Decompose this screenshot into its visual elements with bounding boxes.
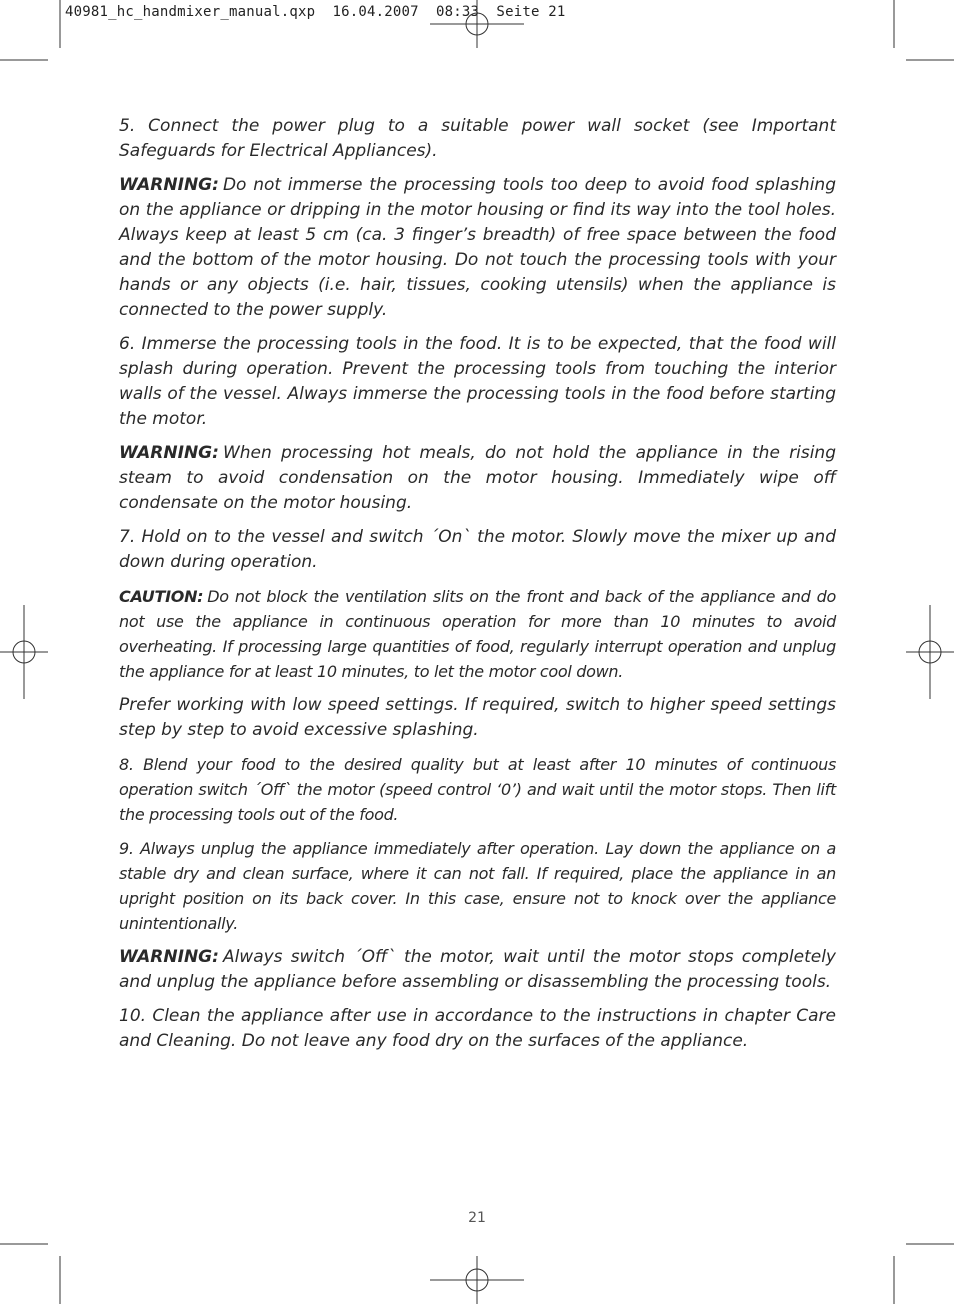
step-6: 6. Immerse the processing tools in the food. It is to be expected, that the food will splash during operation. Prevent the processing tools from touching the interior walls of the vessel. Always immerse the processing tools in the food before starting the motor.: [119, 334, 836, 429]
step-10: 10. Clean the appliance after use in accordance to the instructions in chapter Care and Cleaning. Do not leave any food dry on the surfaces of the appliance.: [119, 1006, 836, 1051]
step-8: 8. Blend your food to the desired quality but at least after 10 minutes of continuous operation switch ´Off` the motor (speed control ‘0’) and wait until the motor stops. Then lift the processing tools out of the food.: [119, 755, 836, 824]
print-slug: 40981_hc_handmixer_manual.qxp 16.04.2007 08:33 Seite 21: [65, 4, 566, 20]
warning-immersion-depth: WARNING: Do not immerse the processing tools too deep to avoid food splashing on the appliance or dripping in the motor housing or find its way into the tool holes. Always keep at least 5 cm (ca. 3 finger’s breadth) of free space between the food and the bottom of the motor housing. Do not touch the processing tools with your hands or any objects (i.e. hair, tissues, cooking utensils) when the appliance is connected to the power supply.: [119, 175, 836, 320]
manual-text: [119, 114, 836, 1063]
caution-ventilation: CAUTION: Do not block the ventilation slits on the front and back of the appliance and do not use the appliance in continuous operation for more than 10 minutes to avoid overheating. If processing large quantities of food, regularly interrupt operation and unplug the appliance for at least 10 minutes, to let the motor cool down.: [119, 587, 836, 681]
step-7: 7. Hold on to the vessel and switch ´On` the motor. Slowly move the mixer up and down during operation.: [119, 527, 836, 572]
warning-steam: WARNING: When processing hot meals, do not hold the appliance in the rising steam to avoid condensation on the motor housing. Immediately wipe off condensate on the motor housing.: [119, 443, 836, 513]
step-5: 5. Connect the power plug to a suitable power wall socket (see Important Safeguards for Electrical Appliances).: [119, 116, 836, 161]
warning-switch-off: WARNING: Always switch ´Off` the motor, wait until the motor stops completely and unplug the appliance before assembling or disassembling the processing tools.: [119, 947, 836, 992]
step-9: 9. Always unplug the appliance immediately after operation. Lay down the appliance on a stable dry and clean surface, where it can not fall. If required, place the appliance in an upright position on its back cover. In this case, ensure not to knock over the appliance unintentionally.: [119, 839, 836, 933]
page-number: 21: [468, 1210, 486, 1226]
tip-low-speed: Prefer working with low speed settings. If required, switch to higher speed settings step by step to avoid excessive splashing.: [119, 695, 836, 740]
